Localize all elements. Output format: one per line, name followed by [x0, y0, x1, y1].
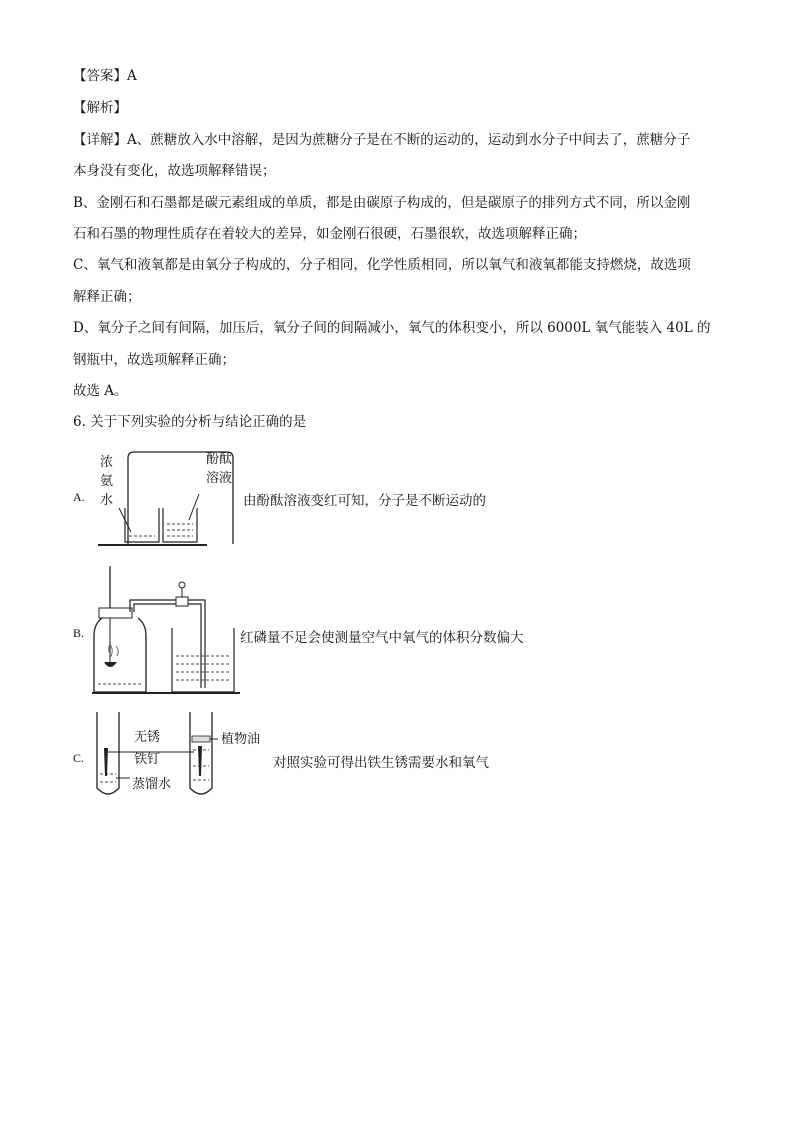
explanation-line: 钢瓶中，故选项解释正确；	[73, 352, 235, 368]
explanation-line: C、氧气和液氧都是由氧分子构成的，分子相同，化学性质相同，所以氧气和液氧都能支持燃烧，故选项	[73, 257, 691, 273]
explanation-line: 本身没有变化，故选项解释错误；	[73, 163, 276, 179]
rustless-label: 无锈	[134, 730, 161, 745]
iron-nail-label: 铁钉	[134, 752, 161, 767]
analysis-heading: 【解析】	[73, 100, 127, 116]
option-b-caption: 红磷量不足会使测量空气中氧气的体积分数偏大	[240, 630, 524, 646]
distilled-water-label: 蒸馏水	[132, 777, 172, 792]
explanation-line: 石和石墨的物理性质存在着较大的差异，如金刚石很硬，石墨很软，故选项解释正确；	[73, 226, 586, 242]
explanation-line: 故选 A。	[73, 383, 128, 399]
ammonia-label-1: 浓	[100, 455, 114, 470]
ammonia-label-3: 水	[100, 493, 114, 508]
ammonia-label-2: 氨	[100, 474, 114, 489]
explanation-line: B、金刚石和石墨都是碳元素组成的单质，都是由碳原子构成的，但是碳原子的排列方式不同，所以金刚	[73, 195, 691, 211]
answer-line	[73, 66, 137, 86]
phenolphthalein-label-2: 溶液	[206, 471, 233, 486]
phenolphthalein-label-1: 酚酞	[206, 452, 233, 467]
option-a-label: A.	[73, 490, 85, 504]
explanation-line: D、氧分子之间有间隔，加压后，氧分子间的间隔减小，氧气的体积变小，所以 6000L 氧气能装入 40L 的	[73, 320, 711, 336]
option-b-label: B.	[73, 626, 85, 640]
explanation-line: 【详解】A、蔗糖放入水中溶解，是因为蔗糖分子是在不断的运动的，运动到水分子中间去了，蔗糖分子	[73, 132, 691, 148]
option-a-caption: 由酚酞溶液变红可知，分子是不断运动的	[243, 493, 486, 509]
vegetable-oil-label: 植物油	[221, 732, 261, 747]
option-c-label: C.	[73, 751, 85, 765]
explanation-line: 解释正确；	[73, 289, 141, 305]
iron-rust-figure	[92, 710, 277, 800]
phosphorus-combustion-figure	[90, 564, 240, 699]
question-stem: 6. 关于下列实验的分析与结论正确的是	[73, 414, 307, 430]
option-c-caption: 对照实验可得出铁生锈需要水和氧气	[273, 755, 489, 771]
ammonia-diffusion-figure	[95, 448, 240, 550]
answer-value: A	[127, 68, 137, 84]
answer-label: 【答案】	[73, 68, 127, 84]
